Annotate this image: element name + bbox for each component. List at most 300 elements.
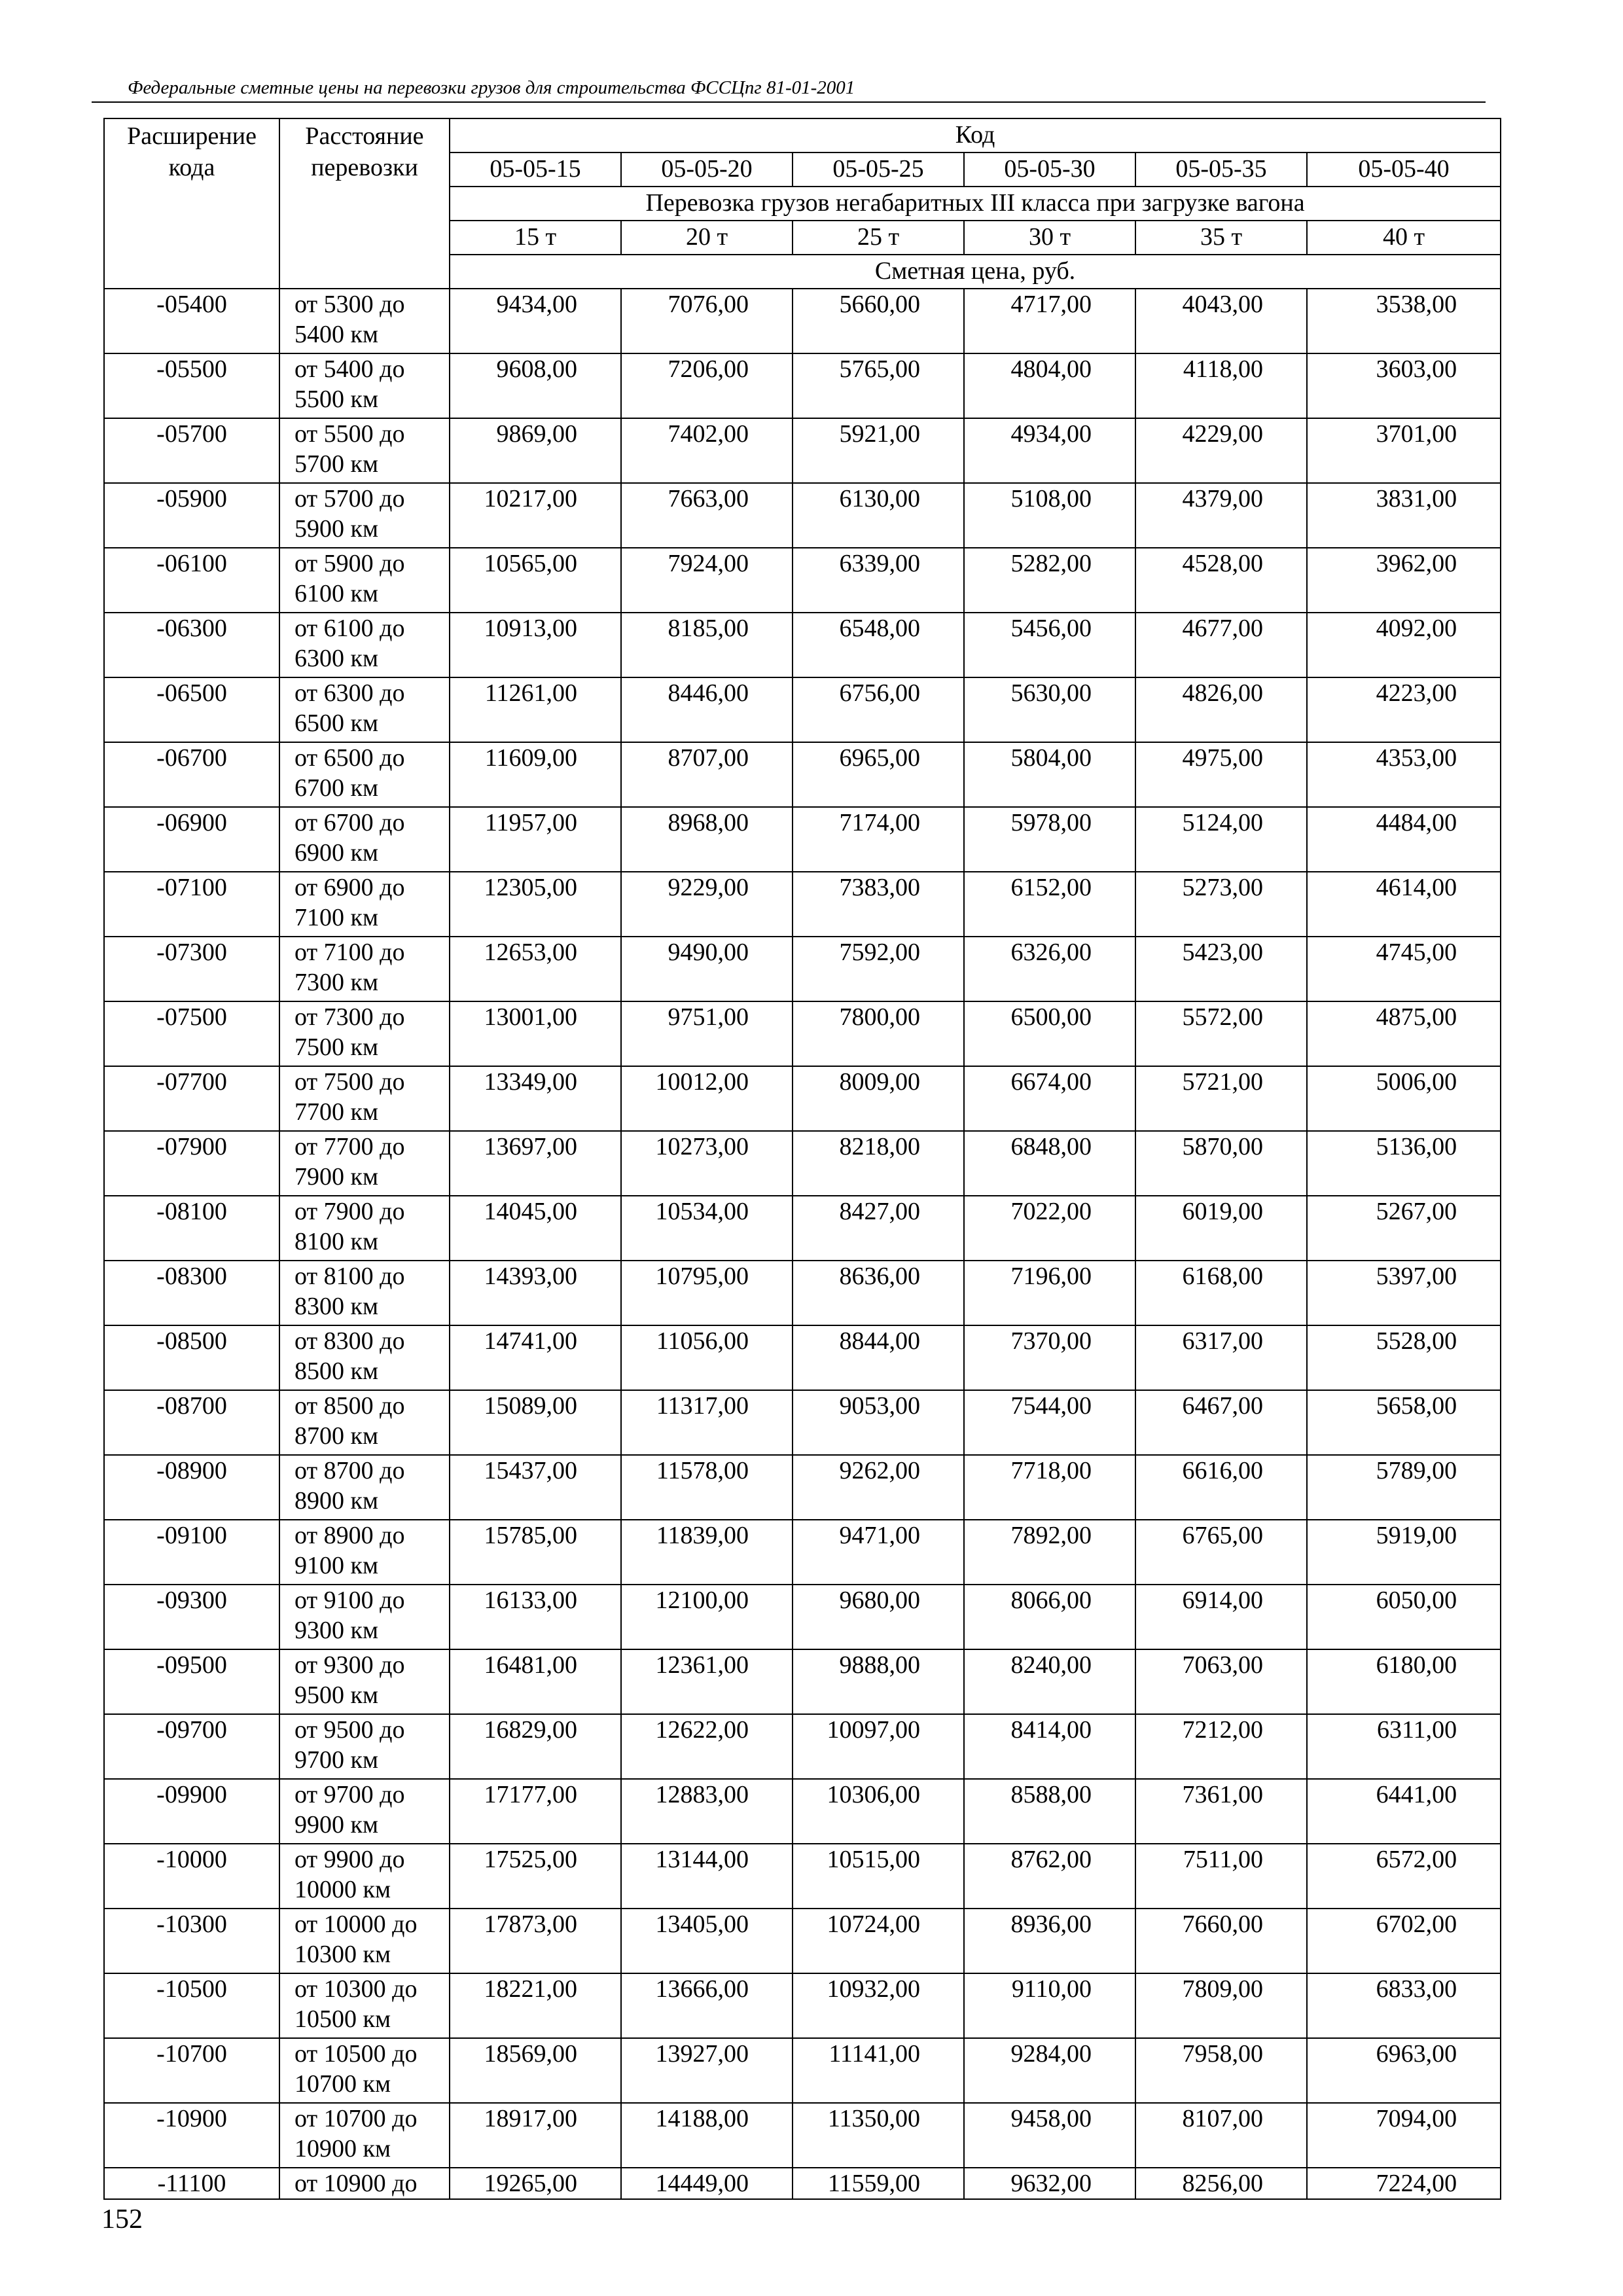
price-cell: 8009,00 — [793, 1066, 964, 1131]
distance-line: от 9300 до — [294, 1651, 405, 1679]
price-cell: 9888,00 — [793, 1649, 964, 1714]
price-cell: 17873,00 — [450, 1909, 621, 1973]
price-cell: 10565,00 — [450, 548, 621, 613]
distance-line: 8100 км — [294, 1228, 379, 1255]
price-cell: 5630,00 — [964, 677, 1135, 742]
price-cell: 13405,00 — [621, 1909, 793, 1973]
table-row — [104, 1261, 1501, 1325]
table-row — [104, 1325, 1501, 1390]
table-row — [104, 677, 1501, 742]
distance-cell — [279, 1455, 450, 1520]
price-cell: 13927,00 — [621, 2038, 793, 2103]
price-cell: 7206,00 — [621, 353, 793, 418]
price-cell: 5397,00 — [1307, 1261, 1501, 1325]
price-cell: 8256,00 — [1135, 2168, 1307, 2199]
price-cell: 8240,00 — [964, 1649, 1135, 1714]
price-cell: 9434,00 — [450, 289, 621, 353]
table-row — [104, 1844, 1501, 1909]
price-cell: 10217,00 — [450, 483, 621, 548]
price-cell: 10534,00 — [621, 1196, 793, 1261]
distance-line: 10500 км — [294, 2005, 391, 2033]
price-cell: 17177,00 — [450, 1779, 621, 1844]
distance-line: 6700 км — [294, 774, 379, 802]
code-header-1: 05-05-15 — [450, 152, 621, 187]
price-cell: 14741,00 — [450, 1325, 621, 1390]
ext-code-cell: -09700 — [104, 1714, 279, 1779]
distance-cell — [279, 1066, 450, 1131]
distance-line: от 6300 до — [294, 679, 405, 707]
price-cell: 6616,00 — [1135, 1455, 1307, 1520]
price-cell: 10097,00 — [793, 1714, 964, 1779]
price-cell: 14188,00 — [621, 2103, 793, 2168]
distance-line: 7100 км — [294, 904, 379, 931]
distance-line: 9300 км — [294, 1617, 379, 1644]
price-cell: 8844,00 — [793, 1325, 964, 1390]
price-cell: 3831,00 — [1307, 483, 1501, 548]
distance-line: от 10500 до — [294, 2040, 418, 2068]
price-cell: 11559,00 — [793, 2168, 964, 2199]
price-cell: 7544,00 — [964, 1390, 1135, 1455]
code-header-4: 05-05-30 — [964, 152, 1135, 187]
price-cell: 4484,00 — [1307, 807, 1501, 872]
table-row — [104, 548, 1501, 613]
distance-cell — [279, 2103, 450, 2168]
distance-line: от 9700 до — [294, 1781, 405, 1808]
price-cell: 5108,00 — [964, 483, 1135, 548]
distance-line: 10300 км — [294, 1941, 391, 1968]
distance-line: от 7700 до — [294, 1133, 405, 1160]
distance-line: от 5500 до — [294, 420, 405, 448]
price-cell: 8936,00 — [964, 1909, 1135, 1973]
ext-code-cell: -10000 — [104, 1844, 279, 1909]
header-rule — [92, 101, 1486, 103]
price-cell: 11317,00 — [621, 1390, 793, 1455]
price-cell: 8218,00 — [793, 1131, 964, 1196]
price-cell: 5528,00 — [1307, 1325, 1501, 1390]
price-cell: 4875,00 — [1307, 1001, 1501, 1066]
price-cell: 6756,00 — [793, 677, 964, 742]
price-cell: 7958,00 — [1135, 2038, 1307, 2103]
price-cell: 7094,00 — [1307, 2103, 1501, 2168]
price-cell: 4745,00 — [1307, 937, 1501, 1001]
distance-line: от 7300 до — [294, 1003, 405, 1031]
distance-line: от 8300 до — [294, 1327, 405, 1355]
price-cell: 4528,00 — [1135, 548, 1307, 613]
price-table — [103, 118, 1501, 2200]
ext-code-cell: -06300 — [104, 613, 279, 677]
price-cell: 5804,00 — [964, 742, 1135, 807]
price-cell: 11056,00 — [621, 1325, 793, 1390]
distance-line: от 7900 до — [294, 1198, 405, 1225]
price-cell: 6702,00 — [1307, 1909, 1501, 1973]
price-cell: 11839,00 — [621, 1520, 793, 1585]
price-cell: 5721,00 — [1135, 1066, 1307, 1131]
distance-line: от 6700 до — [294, 809, 405, 836]
ext-code-cell: -06900 — [104, 807, 279, 872]
description-header: Перевозка грузов негабаритных III класса при загрузке вагона — [450, 187, 1501, 221]
price-cell: 10306,00 — [793, 1779, 964, 1844]
code-header-2: 05-05-20 — [621, 152, 793, 187]
distance-line: от 9900 до — [294, 1846, 405, 1873]
price-cell: 6548,00 — [793, 613, 964, 677]
ext-code-cell: -06100 — [104, 548, 279, 613]
ext-code-cell: -09900 — [104, 1779, 279, 1844]
distance-line: от 10700 до — [294, 2105, 418, 2132]
price-cell: 12883,00 — [621, 1779, 793, 1844]
price-cell: 5658,00 — [1307, 1390, 1501, 1455]
price-cell: 8707,00 — [621, 742, 793, 807]
distance-cell — [279, 1973, 450, 2038]
price-cell: 7660,00 — [1135, 1909, 1307, 1973]
price-cell: 5136,00 — [1307, 1131, 1501, 1196]
table-row — [104, 1520, 1501, 1585]
table-row — [104, 353, 1501, 418]
price-cell: 17525,00 — [450, 1844, 621, 1909]
load-header-3: 25 т — [793, 221, 964, 255]
price-cell: 9053,00 — [793, 1390, 964, 1455]
distance-cell — [279, 1714, 450, 1779]
price-cell: 8107,00 — [1135, 2103, 1307, 2168]
distance-cell — [279, 1390, 450, 1455]
distance-cell — [279, 1585, 450, 1649]
price-cell: 12305,00 — [450, 872, 621, 937]
table-row — [104, 1649, 1501, 1714]
table-row — [104, 418, 1501, 483]
price-cell: 6317,00 — [1135, 1325, 1307, 1390]
distance-line: 9700 км — [294, 1746, 379, 1774]
price-cell: 4223,00 — [1307, 677, 1501, 742]
distance-cell — [279, 1844, 450, 1909]
price-cell: 5273,00 — [1135, 872, 1307, 937]
price-cell: 3701,00 — [1307, 418, 1501, 483]
table-row — [104, 742, 1501, 807]
distance-cell — [279, 1779, 450, 1844]
price-cell: 12100,00 — [621, 1585, 793, 1649]
price-cell: 6311,00 — [1307, 1714, 1501, 1779]
distance-line: от 8900 до — [294, 1522, 405, 1549]
price-cell: 8588,00 — [964, 1779, 1135, 1844]
price-cell: 10515,00 — [793, 1844, 964, 1909]
code-header-6: 05-05-40 — [1307, 152, 1501, 187]
price-cell: 8762,00 — [964, 1844, 1135, 1909]
ext-code-cell: -05500 — [104, 353, 279, 418]
distance-line: 5400 км — [294, 321, 379, 348]
table-row — [104, 1779, 1501, 1844]
table-row — [104, 1196, 1501, 1261]
col-header-ext-code: Расширение кода — [104, 118, 279, 289]
ext-code-cell: -08300 — [104, 1261, 279, 1325]
price-cell: 4934,00 — [964, 418, 1135, 483]
distance-line: от 6100 до — [294, 615, 405, 642]
price-cell: 6467,00 — [1135, 1390, 1307, 1455]
price-cell: 10795,00 — [621, 1261, 793, 1325]
price-cell: 6963,00 — [1307, 2038, 1501, 2103]
distance-line: 6100 км — [294, 580, 379, 607]
price-cell: 4118,00 — [1135, 353, 1307, 418]
distance-cell — [279, 1649, 450, 1714]
price-cell: 12361,00 — [621, 1649, 793, 1714]
price-cell: 6765,00 — [1135, 1520, 1307, 1585]
distance-cell — [279, 289, 450, 353]
distance-cell — [279, 483, 450, 548]
price-cell: 7924,00 — [621, 548, 793, 613]
distance-cell — [279, 872, 450, 937]
price-cell: 9471,00 — [793, 1520, 964, 1585]
price-cell: 5267,00 — [1307, 1196, 1501, 1261]
price-cell: 13666,00 — [621, 1973, 793, 2038]
code-header-5: 05-05-35 — [1135, 152, 1307, 187]
table-row — [104, 1390, 1501, 1455]
price-cell: 5006,00 — [1307, 1066, 1501, 1131]
distance-line: от 10300 до — [294, 1975, 418, 2003]
table-row — [104, 2038, 1501, 2103]
table-row — [104, 937, 1501, 1001]
price-cell: 4353,00 — [1307, 742, 1501, 807]
price-cell: 4717,00 — [964, 289, 1135, 353]
page-number: 152 — [101, 2204, 143, 2234]
distance-line: 9500 км — [294, 1681, 379, 1709]
price-cell: 7892,00 — [964, 1520, 1135, 1585]
price-cell: 4975,00 — [1135, 742, 1307, 807]
price-cell: 9262,00 — [793, 1455, 964, 1520]
price-cell: 6050,00 — [1307, 1585, 1501, 1649]
price-cell: 4379,00 — [1135, 483, 1307, 548]
price-cell: 8185,00 — [621, 613, 793, 677]
price-cell: 11141,00 — [793, 2038, 964, 2103]
table-row — [104, 289, 1501, 353]
price-cell: 7022,00 — [964, 1196, 1135, 1261]
distance-line: от 5900 до — [294, 550, 405, 577]
price-cell: 14449,00 — [621, 2168, 793, 2199]
distance-line: 10000 км — [294, 1876, 391, 1903]
price-cell: 11350,00 — [793, 2103, 964, 2168]
load-header-6: 40 т — [1307, 221, 1501, 255]
col-header-code: Код — [450, 118, 1501, 152]
price-cell: 12622,00 — [621, 1714, 793, 1779]
ext-code-cell: -08700 — [104, 1390, 279, 1455]
distance-cell — [279, 2038, 450, 2103]
price-cell: 6339,00 — [793, 548, 964, 613]
ext-code-cell: -10500 — [104, 1973, 279, 2038]
ext-code-cell: -07300 — [104, 937, 279, 1001]
distance-line: 7500 км — [294, 1033, 379, 1061]
table-body — [104, 289, 1501, 2199]
price-cell: 10012,00 — [621, 1066, 793, 1131]
price-cell: 8427,00 — [793, 1196, 964, 1261]
price-cell: 12653,00 — [450, 937, 621, 1001]
distance-line: 5700 км — [294, 450, 379, 478]
distance-cell — [279, 937, 450, 1001]
price-cell: 3538,00 — [1307, 289, 1501, 353]
price-cell: 7383,00 — [793, 872, 964, 937]
price-cell: 18917,00 — [450, 2103, 621, 2168]
distance-line: от 7500 до — [294, 1068, 405, 1096]
price-cell: 16133,00 — [450, 1585, 621, 1649]
table-row — [104, 1714, 1501, 1779]
ext-code-cell: -10700 — [104, 2038, 279, 2103]
price-cell: 13001,00 — [450, 1001, 621, 1066]
distance-line: от 8700 до — [294, 1457, 405, 1484]
price-cell: 7361,00 — [1135, 1779, 1307, 1844]
distance-cell — [279, 353, 450, 418]
col-header-distance: Расстояние перевозки — [279, 118, 450, 289]
code-header-3: 05-05-25 — [793, 152, 964, 187]
price-cell: 10913,00 — [450, 613, 621, 677]
price-cell: 4229,00 — [1135, 418, 1307, 483]
price-cell: 5919,00 — [1307, 1520, 1501, 1585]
price-cell: 5870,00 — [1135, 1131, 1307, 1196]
price-cell: 8446,00 — [621, 677, 793, 742]
price-cell: 4804,00 — [964, 353, 1135, 418]
distance-line: от 8500 до — [294, 1392, 405, 1420]
price-cell: 5765,00 — [793, 353, 964, 418]
distance-line: 10700 км — [294, 2070, 391, 2098]
price-cell: 5978,00 — [964, 807, 1135, 872]
price-cell: 7718,00 — [964, 1455, 1135, 1520]
distance-line: от 6900 до — [294, 874, 405, 901]
price-cell: 8636,00 — [793, 1261, 964, 1325]
price-cell: 7212,00 — [1135, 1714, 1307, 1779]
price-cell: 6572,00 — [1307, 1844, 1501, 1909]
price-cell: 6326,00 — [964, 937, 1135, 1001]
table-row — [104, 1001, 1501, 1066]
ext-code-cell: -05400 — [104, 289, 279, 353]
price-cell: 5660,00 — [793, 289, 964, 353]
load-header-2: 20 т — [621, 221, 793, 255]
distance-cell — [279, 1909, 450, 1973]
price-cell: 11578,00 — [621, 1455, 793, 1520]
distance-cell — [279, 1261, 450, 1325]
price-cell: 4677,00 — [1135, 613, 1307, 677]
price-cell: 9608,00 — [450, 353, 621, 418]
ext-code-cell: -08900 — [104, 1455, 279, 1520]
price-cell: 7224,00 — [1307, 2168, 1501, 2199]
distance-line: 9100 км — [294, 1552, 379, 1579]
distance-cell — [279, 742, 450, 807]
price-cell: 9632,00 — [964, 2168, 1135, 2199]
price-cell: 7511,00 — [1135, 1844, 1307, 1909]
price-cell: 7402,00 — [621, 418, 793, 483]
table-row — [104, 1909, 1501, 1973]
price-cell: 9229,00 — [621, 872, 793, 937]
price-cell: 7196,00 — [964, 1261, 1135, 1325]
ext-code-cell: -07100 — [104, 872, 279, 937]
ext-code-cell: -09300 — [104, 1585, 279, 1649]
table-row — [104, 2168, 1501, 2199]
distance-cell — [279, 677, 450, 742]
ext-code-cell: -05700 — [104, 418, 279, 483]
table-header — [104, 118, 1501, 289]
price-cell: 15785,00 — [450, 1520, 621, 1585]
table-row — [104, 1973, 1501, 2038]
distance-line: 8500 км — [294, 1357, 379, 1385]
price-cell: 13144,00 — [621, 1844, 793, 1909]
price-cell: 7063,00 — [1135, 1649, 1307, 1714]
distance-line: от 5300 до — [294, 291, 405, 318]
price-cell: 13349,00 — [450, 1066, 621, 1131]
distance-line: от 7100 до — [294, 939, 405, 966]
price-cell: 5282,00 — [964, 548, 1135, 613]
price-cell: 8066,00 — [964, 1585, 1135, 1649]
price-cell: 7370,00 — [964, 1325, 1135, 1390]
price-cell: 6180,00 — [1307, 1649, 1501, 1714]
ext-code-cell: -05900 — [104, 483, 279, 548]
table-row — [104, 613, 1501, 677]
price-cell: 7663,00 — [621, 483, 793, 548]
distance-line: 6300 км — [294, 645, 379, 672]
distance-cell — [279, 613, 450, 677]
load-header-4: 30 т — [964, 221, 1135, 255]
distance-cell — [279, 1196, 450, 1261]
distance-cell — [279, 2168, 450, 2199]
table-row — [104, 1455, 1501, 1520]
ext-code-cell: -06500 — [104, 677, 279, 742]
price-cell: 5124,00 — [1135, 807, 1307, 872]
distance-line: 5900 км — [294, 515, 379, 543]
price-cell: 10273,00 — [621, 1131, 793, 1196]
table-row — [104, 483, 1501, 548]
price-cell: 7174,00 — [793, 807, 964, 872]
distance-line: 5500 км — [294, 386, 379, 413]
distance-cell — [279, 807, 450, 872]
price-cell: 6500,00 — [964, 1001, 1135, 1066]
price-cell: 3603,00 — [1307, 353, 1501, 418]
distance-cell — [279, 418, 450, 483]
price-cell: 9490,00 — [621, 937, 793, 1001]
table-row — [104, 1066, 1501, 1131]
distance-line: 8900 км — [294, 1487, 379, 1515]
table-row — [104, 807, 1501, 872]
price-cell: 11957,00 — [450, 807, 621, 872]
price-cell: 5572,00 — [1135, 1001, 1307, 1066]
price-cell: 9869,00 — [450, 418, 621, 483]
distance-cell — [279, 1131, 450, 1196]
price-cell: 8968,00 — [621, 807, 793, 872]
distance-line: 8300 км — [294, 1293, 379, 1320]
distance-line: от 6500 до — [294, 744, 405, 772]
price-cell: 9110,00 — [964, 1973, 1135, 2038]
ext-code-cell: -10900 — [104, 2103, 279, 2168]
table-row — [104, 872, 1501, 937]
price-cell: 10932,00 — [793, 1973, 964, 2038]
price-cell: 14045,00 — [450, 1196, 621, 1261]
price-cell: 7076,00 — [621, 289, 793, 353]
table-row — [104, 2103, 1501, 2168]
price-cell: 6152,00 — [964, 872, 1135, 937]
price-cell: 5921,00 — [793, 418, 964, 483]
price-cell: 11609,00 — [450, 742, 621, 807]
price-cell: 5456,00 — [964, 613, 1135, 677]
distance-line: от 10900 до — [294, 2170, 418, 2197]
ext-code-cell: -10300 — [104, 1909, 279, 1973]
price-cell: 9680,00 — [793, 1585, 964, 1649]
ext-code-cell: -06700 — [104, 742, 279, 807]
price-cell: 6441,00 — [1307, 1779, 1501, 1844]
price-cell: 11261,00 — [450, 677, 621, 742]
distance-line: 7900 км — [294, 1163, 379, 1191]
ext-code-cell: -08500 — [104, 1325, 279, 1390]
distance-line: от 5700 до — [294, 485, 405, 512]
price-cell: 10724,00 — [793, 1909, 964, 1973]
running-header: Федеральные сметные цены на перевозки грузов для строительства ФССЦпг 81-01-2001 — [128, 77, 855, 98]
price-cell: 19265,00 — [450, 2168, 621, 2199]
price-cell: 7800,00 — [793, 1001, 964, 1066]
load-header-1: 15 т — [450, 221, 621, 255]
distance-line: 7300 км — [294, 969, 379, 996]
price-cell: 15437,00 — [450, 1455, 621, 1520]
ext-code-cell: -07700 — [104, 1066, 279, 1131]
ext-code-cell: -07900 — [104, 1131, 279, 1196]
